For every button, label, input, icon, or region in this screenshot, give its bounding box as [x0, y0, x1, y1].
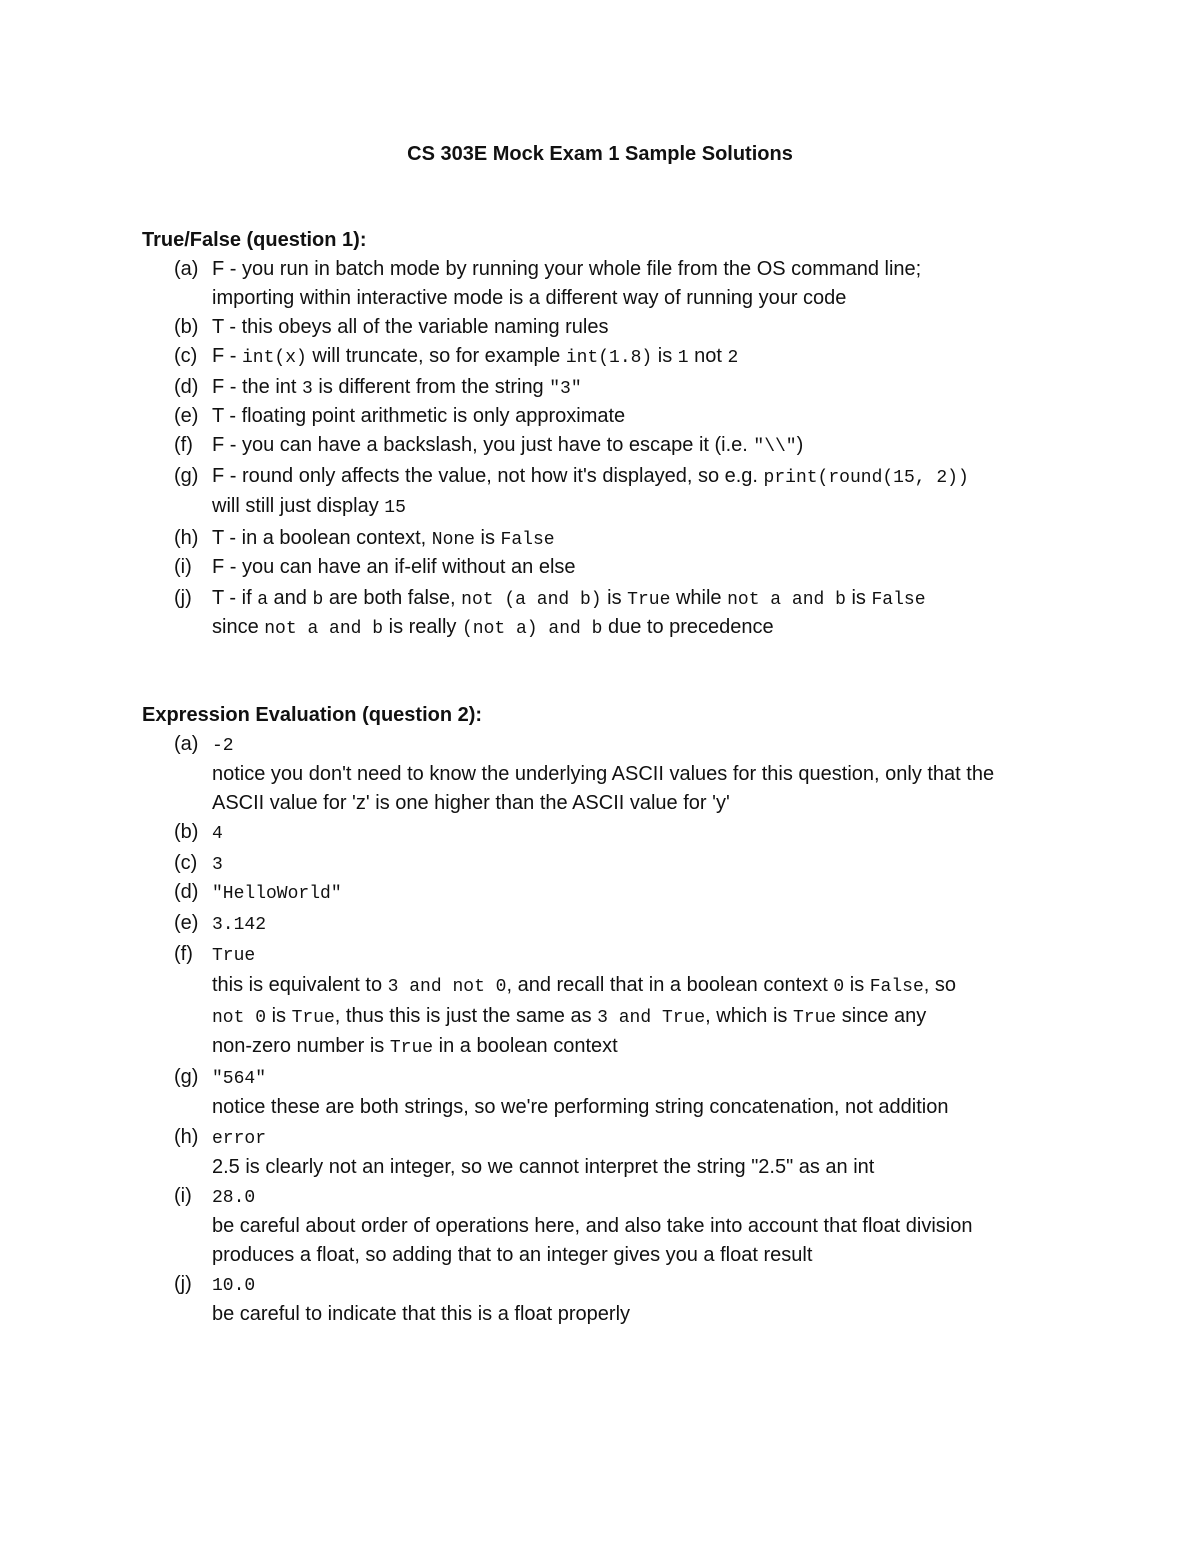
code-snippet: 2 [727, 348, 739, 368]
item-text-line [212, 1183, 255, 1211]
item-label: (g) [174, 465, 199, 487]
item-text-line [212, 463, 969, 491]
text-segment: F - round only affects the value, not how it's displayed, so e.g. [212, 465, 764, 487]
item-text-line [212, 493, 406, 521]
text-segment: , so [923, 974, 957, 996]
text-segment: , thus this is just the same as [334, 1005, 598, 1027]
text-segment: 2.5 is clearly not an integer, so we cannot interpret the string "2.5" as an int [212, 1156, 875, 1178]
code-snippet: not a and b [264, 619, 384, 639]
item-text-line [212, 285, 846, 311]
text-segment: be careful about order of operations here, and also take into account that float division [212, 1215, 973, 1237]
code-snippet: a [257, 590, 268, 610]
item-label: (a) [174, 258, 199, 280]
text-segment: notice you don't need to know the underlying ASCII values for this question, only that the [212, 763, 995, 785]
item-label: (h) [174, 1126, 199, 1148]
code-snippet: False [500, 530, 555, 550]
item-text-line [212, 614, 774, 642]
item-text-line [212, 1154, 874, 1180]
text-segment: be careful to indicate that this is a float properly [212, 1303, 631, 1325]
text-segment: while [670, 587, 728, 609]
code-snippet: int(1.8) [565, 348, 653, 368]
section-heading: True/False (question 1): [142, 229, 367, 251]
text-segment: since any [836, 1005, 927, 1027]
item-label: (j) [174, 1273, 192, 1295]
code-snippet: None [431, 530, 475, 550]
text-segment: notice these are both strings, so we're performing string concatenation, not addition [212, 1096, 949, 1118]
item-text-line [212, 1242, 812, 1268]
code-snippet: "564" [212, 1069, 267, 1089]
item-text-line [212, 850, 223, 878]
code-snippet: 4 [212, 824, 223, 844]
text-segment: F - you can have a backslash, you just have to escape it (i.e. [212, 434, 754, 456]
item-text-line [212, 1271, 255, 1299]
code-snippet: "\\" [753, 437, 797, 457]
item-label: (i) [174, 1185, 192, 1207]
item-text-line [212, 731, 234, 759]
item-text-line [212, 343, 738, 371]
item-text-line [212, 972, 956, 1000]
text-segment: is [474, 527, 501, 549]
item-label: (a) [174, 733, 199, 755]
text-segment: importing within interactive mode is a different way of running your code [212, 287, 847, 309]
text-segment: T - floating point arithmetic is only approximate [212, 405, 626, 427]
item-label: (h) [174, 527, 199, 549]
text-segment: F - you run in batch mode by running your whole file from the OS command line; [212, 258, 922, 280]
item-label: (e) [174, 912, 199, 934]
text-segment: , which is [705, 1005, 793, 1027]
text-segment: produces a float, so adding that to an integer gives you a float result [212, 1244, 813, 1266]
text-segment: F - you can have an if-elif without an else [212, 556, 576, 578]
text-segment: is [652, 345, 678, 367]
section-heading: Expression Evaluation (question 2): [142, 704, 483, 726]
code-snippet: True [627, 590, 671, 610]
item-text-line [212, 1213, 973, 1239]
text-segment: due to precedence [602, 616, 774, 638]
item-text-line [212, 1301, 630, 1327]
code-snippet: 3.142 [212, 915, 267, 935]
code-snippet: 10.0 [212, 1276, 256, 1296]
code-snippet: 15 [384, 498, 406, 518]
item-text-line [212, 554, 576, 580]
item-text-line [212, 314, 609, 340]
text-segment: and [268, 587, 313, 609]
item-text-line [212, 374, 582, 402]
text-segment: , and recall that in a boolean context [506, 974, 834, 996]
item-label: (f) [174, 943, 193, 965]
item-text-line [212, 819, 223, 847]
item-text-line [212, 1064, 266, 1092]
code-snippet: True [792, 1008, 837, 1028]
item-label: (b) [174, 821, 199, 843]
code-snippet: b [312, 590, 324, 610]
item-label: (d) [174, 376, 199, 398]
code-snippet: "3" [549, 379, 582, 399]
text-segment: F - the int [212, 376, 303, 398]
text-segment: is really [383, 616, 462, 638]
item-text-line [212, 941, 255, 969]
text-segment: non-zero number is [212, 1035, 390, 1057]
text-segment: are both false, [323, 587, 462, 609]
code-snippet: True [291, 1008, 335, 1028]
item-label: (e) [174, 405, 199, 427]
item-text-line [212, 256, 921, 282]
code-snippet: 1 [677, 348, 689, 368]
item-text-line [212, 910, 266, 938]
item-label: (i) [174, 556, 192, 578]
item-text-line [212, 403, 625, 429]
code-snippet: 3 and True [597, 1008, 706, 1028]
code-snippet: int(x) [242, 348, 307, 368]
item-label: (b) [174, 316, 199, 338]
item-label: (f) [174, 434, 193, 456]
text-segment: F - [212, 345, 242, 367]
item-text-line [212, 790, 730, 816]
code-snippet: 3 and not 0 [387, 977, 507, 997]
code-snippet: -2 [212, 736, 234, 756]
text-segment: will still just display [212, 495, 385, 517]
text-segment: T - in a boolean context, [212, 527, 432, 549]
code-snippet: 28.0 [212, 1188, 256, 1208]
text-segment: is [601, 587, 628, 609]
item-text-line [212, 432, 803, 460]
item-text-line [212, 761, 994, 787]
item-text-line [212, 879, 342, 907]
item-text-line [212, 1033, 618, 1061]
code-snippet: True [212, 946, 256, 966]
code-snippet: print(round(15, 2)) [763, 468, 969, 488]
code-snippet: not (a and b) [461, 590, 602, 610]
code-snippet: "HelloWorld" [212, 884, 342, 904]
item-text-line [212, 585, 926, 613]
item-text-line [212, 1094, 948, 1120]
text-segment: T - if [212, 587, 258, 609]
text-segment: since [212, 616, 265, 638]
text-segment: not [688, 345, 728, 367]
text-segment: is [266, 1005, 292, 1027]
item-label: (d) [174, 881, 199, 903]
code-snippet: False [871, 590, 926, 610]
code-snippet: 0 [833, 977, 845, 997]
code-snippet: 3 [302, 379, 313, 399]
item-text-line [212, 1003, 926, 1031]
item-label: (c) [174, 852, 198, 874]
code-snippet: (not a) and b [461, 619, 603, 639]
item-label: (g) [174, 1066, 199, 1088]
code-snippet: True [389, 1038, 434, 1058]
text-segment: is [845, 587, 872, 609]
code-snippet: error [212, 1129, 267, 1149]
code-snippet: 3 [212, 855, 223, 875]
text-segment: this is equivalent to [212, 974, 388, 996]
text-segment: is different from the string [312, 376, 550, 398]
code-snippet: not 0 [212, 1008, 267, 1028]
text-segment: T - this obeys all of the variable naming rules [212, 316, 609, 338]
item-label: (j) [174, 587, 192, 609]
code-snippet: False [869, 977, 924, 997]
text-segment: is [844, 974, 870, 996]
item-text-line [212, 1124, 266, 1152]
document-title: CS 303E Mock Exam 1 Sample Solutions [407, 143, 793, 165]
text-segment: in a boolean context [433, 1035, 618, 1057]
text-segment: ASCII value for 'z' is one higher than the ASCII value for 'y' [212, 792, 730, 814]
code-snippet: not a and b [727, 590, 846, 610]
item-text-line [212, 525, 555, 553]
item-label: (c) [174, 345, 198, 367]
text-segment: ) [796, 434, 804, 456]
text-segment: will truncate, so for example [306, 345, 566, 367]
